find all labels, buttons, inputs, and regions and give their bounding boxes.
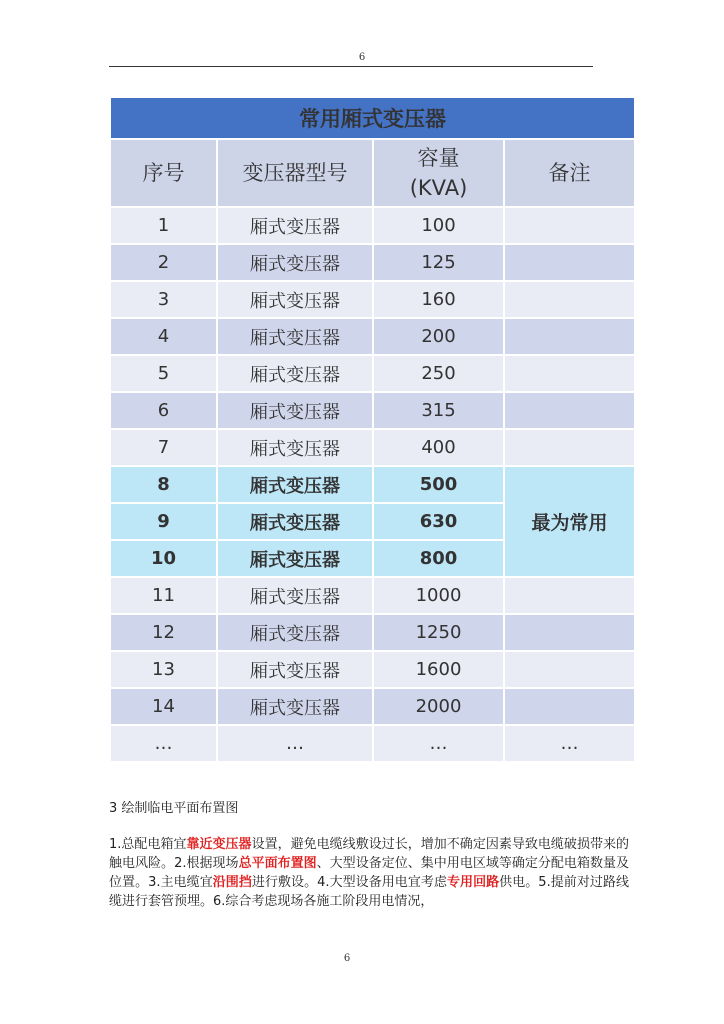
cell-capacity: … <box>373 725 504 762</box>
emphasis-text: 专用回路 <box>446 875 500 890</box>
cell-index: 13 <box>110 651 217 688</box>
cell-model: 厢式变压器 <box>217 392 373 429</box>
footer-page-number: 6 <box>343 953 351 964</box>
cell-model: 厢式变压器 <box>217 318 373 355</box>
cell-note: … <box>504 725 635 762</box>
cell-index: 7 <box>110 429 217 466</box>
table-row <box>110 392 635 429</box>
cell-index: 12 <box>110 614 217 651</box>
cell-capacity: 200 <box>373 318 504 355</box>
table-title: 常用厢式变压器 <box>110 97 635 139</box>
cell-capacity: 250 <box>373 355 504 392</box>
table-row <box>110 318 635 355</box>
cell-index: 14 <box>110 688 217 725</box>
cell-note <box>504 281 635 318</box>
cell-note <box>504 207 635 244</box>
cell-capacity: 1600 <box>373 651 504 688</box>
cell-index: 5 <box>110 355 217 392</box>
cell-index: 6 <box>110 392 217 429</box>
cell-capacity: 100 <box>373 207 504 244</box>
cell-index: 4 <box>110 318 217 355</box>
emphasis-text: 靠近变压器 <box>186 837 252 852</box>
cell-model: 厢式变压器 <box>217 355 373 392</box>
body-text-part: 进行敷设。4.大型设备用电宜考虑 <box>251 875 447 890</box>
cell-note <box>504 355 635 392</box>
cell-model: 厢式变压器 <box>217 207 373 244</box>
cell-model: … <box>217 725 373 762</box>
cell-note <box>504 244 635 281</box>
table-row <box>110 688 635 725</box>
cell-note <box>504 577 635 614</box>
emphasis-text: 总平面布置图 <box>238 856 317 871</box>
body-text-part: 设置，避免电缆线敷设过长，增加不确定因素导致电缆破损带来的触电风险。2.根据现场 <box>109 837 629 871</box>
cell-note <box>504 651 635 688</box>
cell-model: 厢式变压器 <box>217 503 373 540</box>
table-row <box>110 577 635 614</box>
cell-capacity: 160 <box>373 281 504 318</box>
table-row <box>110 725 635 762</box>
cell-index: … <box>110 725 217 762</box>
cell-index: 2 <box>110 244 217 281</box>
table-row <box>110 244 635 281</box>
cell-note-most-common: 最为常用 <box>504 466 635 577</box>
emphasis-text: 沿围挡 <box>212 875 252 890</box>
cell-index: 9 <box>110 503 217 540</box>
cell-model: 厢式变压器 <box>217 651 373 688</box>
cell-note <box>504 392 635 429</box>
cell-model: 厢式变压器 <box>217 540 373 577</box>
cell-capacity: 1000 <box>373 577 504 614</box>
body-text-part: 1.总配电箱宜 <box>109 837 187 852</box>
transformer-table <box>109 96 636 763</box>
cell-model: 厢式变压器 <box>217 614 373 651</box>
body-text-part: 、大型设备定位、集中用电区域等确定分配电箱数量及位置。3.主电缆宜 <box>109 856 629 890</box>
cell-capacity: 1250 <box>373 614 504 651</box>
cell-model: 厢式变压器 <box>217 429 373 466</box>
cell-capacity: 630 <box>373 503 504 540</box>
table-row-highlighted <box>110 466 635 503</box>
cell-model: 厢式变压器 <box>217 281 373 318</box>
cell-capacity: 315 <box>373 392 504 429</box>
cell-note <box>504 688 635 725</box>
header-note: 备注 <box>504 139 635 207</box>
section-title: 3 绘制临电平面布置图 <box>109 801 239 816</box>
header-capacity <box>373 139 504 207</box>
cell-index: 10 <box>110 540 217 577</box>
header-rule <box>109 66 593 67</box>
cell-index: 1 <box>110 207 217 244</box>
cell-model: 厢式变压器 <box>217 688 373 725</box>
cell-capacity: 125 <box>373 244 504 281</box>
header-index: 序号 <box>110 139 217 207</box>
header-page-number: 6 <box>358 52 366 63</box>
cell-note <box>504 614 635 651</box>
header-capacity-line1: 容量 <box>417 146 460 170</box>
table-row <box>110 207 635 244</box>
table-row <box>110 429 635 466</box>
cell-capacity: 500 <box>373 466 504 503</box>
cell-capacity: 800 <box>373 540 504 577</box>
section-body <box>109 835 629 911</box>
header-capacity-line2: (KVA) <box>409 176 468 200</box>
header-model: 变压器型号 <box>217 139 373 207</box>
table-row <box>110 281 635 318</box>
cell-note <box>504 318 635 355</box>
table-row <box>110 614 635 651</box>
body-text-part: 供电。5.提前对过路线缆进行套管预埋。6.综合考虑现场各施工阶段用电情况， <box>109 875 629 909</box>
cell-model: 厢式变压器 <box>217 466 373 503</box>
cell-index: 3 <box>110 281 217 318</box>
cell-capacity: 2000 <box>373 688 504 725</box>
table-row <box>110 651 635 688</box>
cell-index: 11 <box>110 577 217 614</box>
cell-index: 8 <box>110 466 217 503</box>
cell-model: 厢式变压器 <box>217 244 373 281</box>
cell-capacity: 400 <box>373 429 504 466</box>
cell-note <box>504 429 635 466</box>
cell-model: 厢式变压器 <box>217 577 373 614</box>
table-row <box>110 355 635 392</box>
